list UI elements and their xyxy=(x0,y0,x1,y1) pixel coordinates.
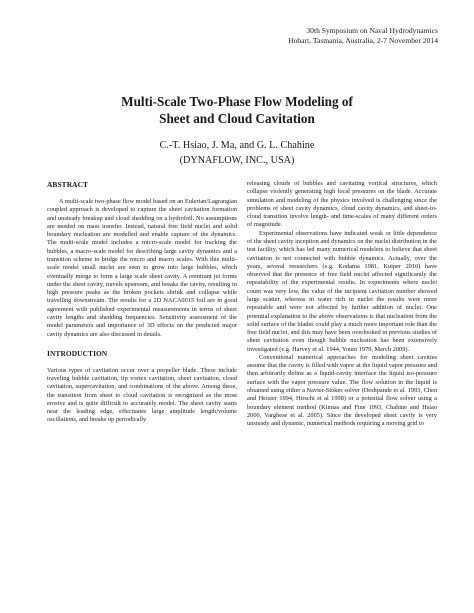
author-block xyxy=(40,138,434,168)
abstract-heading: ABSTRACT xyxy=(47,180,89,189)
symposium-line: 30th Symposium on Naval Hydrodynamics xyxy=(306,26,438,35)
introduction-heading: INTRODUCTION xyxy=(47,348,108,358)
left-column xyxy=(47,180,237,425)
author-names: C.-T. Hsiao, J. Ma, and G. L. Chahine xyxy=(159,140,315,151)
paper-title xyxy=(40,93,434,127)
abstract-text: A multi-scale two-phase flow model based on an Eulerian/Lagrangian coupled approach is developed to capture the sheet cavitation formation and unsteady breakup and cloud shedding on a hydrofoil. No assumptions are needed on mass transfer. Instead, natural free field nuclei and solid boundary nucleation are modelled and enable capture of the dynamics. The multi-scale model includes a micro-scale model for tracking the bubbles, a macro-scale model for describing large cavity dynamics and a transition scheme to bridge the micro and macro scales. With this multi-scale model small nuclei are seen to grow into large bubbles, which eventually merge to form a large scale sheet cavity. A reentrant jet forms under the sheet cavity, travels upstream, and breaks the cavity, resulting in high pressure peaks as the broken pockets shrink and collapse while travelling downstream. The results for a 2D NACA0015 foil are in good agreement with published experimental measurements in terms of sheet cavity lengths and shedding frequencies. Sensitivity assessment of the model parameters and importance of 3D effects on the predicted major cavity dynamics are also discussed in details. xyxy=(47,198,237,338)
right-column xyxy=(247,180,437,428)
body-paragraph-1: releasing clouds of bubbles and cavitating vortical structures, which collapse violently generating high local pressures on the blade. Accurate simulation and modeling of the physics involved is challenging since the problems of sheet cavity dynamics, cloud cavity dynamics, and sheet-to-cloud transition involve length- and time-scales of many different orders of magnitude. xyxy=(247,180,437,229)
introduction-text: Various types of cavitation occur over a propeller blade. These include traveling bubble cavitation, tip vortex cavitation, sheet cavitation, cloud cavitation, supercavitation, and combinations of the above. Among these, the transition from sheet to cloud cavitation is recognized as the most erosive and is quite difficult to accurately model. The sheet cavity starts near the leading edge, effectuates large amplitude length/volume oscillations, and breaks up periodically xyxy=(47,366,237,424)
body-paragraph-3: Conventional numerical approaches for modeling sheet cavities assume that the cavity is filled with vapor at the liquid vapor pressure and then arbitrarily define as a liquid-cavity interface the liquid iso-pressure surface with the vapor pressure value. The flow solution in the liquid is obtained using either a Navier-Stokes solver (Deshpande et al. 1993, Chen and Heister 1994, Hirschi et al 1998) or a potential flow solver using a boundary element method (Kinnas and Fine 1993, Chahine and Hsiao 2000, Varghese et al. 2005). Since the developed sheet cavity is very unsteady and dynamic, numerical methods requiring a moving grid to xyxy=(247,353,437,428)
body-paragraph-2: Experimental observations have indicated weak or little dependence of the sheet cavity inception and dynamics on the nuclei distribution in the test facility, which has led many numerical modelers to believe that sheet cavitation is not connected with bubble dynamics. Actually, over the years, several researchers (e.g. Kodama 1981, Kuiper 2010) have observed that the presence of free field nuclei affected significantly the repeatability of the experimental results. In experiments where nuclei count was very low, the value of the incipient cavitation number showed large scatter, whereas in water rich in nuclei the results were more repeatable and were not affected by further addition of nuclei. One potential explanation to the above observations is that nucleation from the solid surface of the blades could play a much more important role than the free field nuclei, and this may have been overlooked in previous studies of sheet cavitation even though bubble nucleation has been extensively investigated (e.g. Harvey et al. 1944, Yount 1979, Merch 2009). xyxy=(247,229,437,353)
location-line: Hobart, Tasmania, Australia, 2-7 November 2014 xyxy=(288,35,438,45)
title-line-2: Sheet and Cloud Cavitation xyxy=(159,111,315,126)
conference-header xyxy=(208,26,438,45)
author-affiliation: (DYNAFLOW, INC., USA) xyxy=(179,155,295,166)
title-line-1: Multi-Scale Two-Phase Flow Modeling of xyxy=(121,94,353,109)
